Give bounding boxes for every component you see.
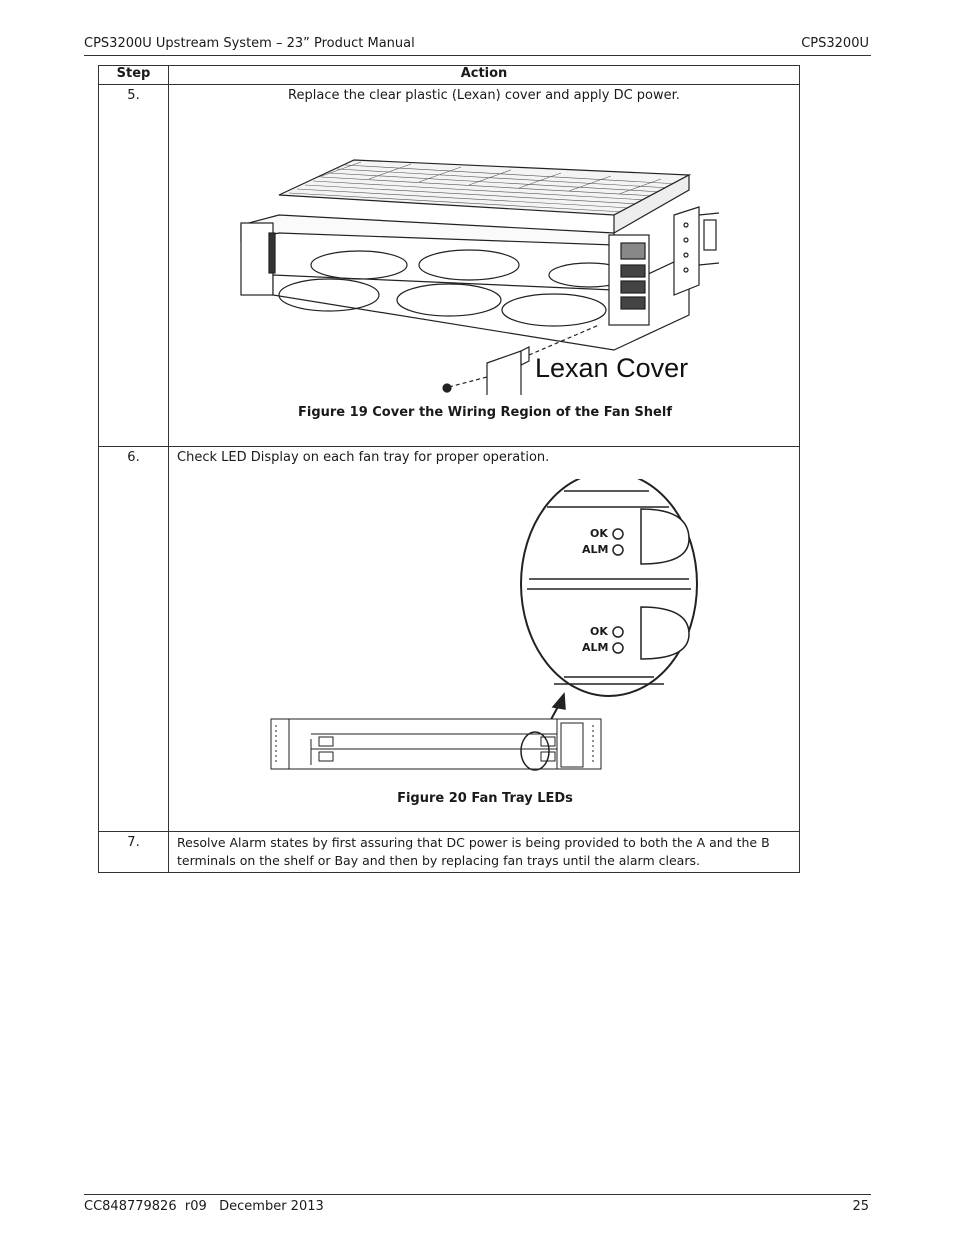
led-alm-label-2: ALM <box>582 641 609 654</box>
page-header <box>84 35 871 56</box>
page-number: 25 <box>852 1199 869 1214</box>
step-number: 7. <box>127 835 140 850</box>
table-header-row <box>99 66 800 85</box>
lexan-cover-label: Lexan Cover <box>535 353 689 383</box>
figure-20-caption: Figure 20 Fan Tray LEDs <box>397 791 573 806</box>
table-row <box>99 447 800 832</box>
table-row <box>99 832 800 873</box>
step-number: 5. <box>127 88 140 103</box>
led-alm-label-1: ALM <box>582 543 609 556</box>
figure-19-caption: Figure 19 Cover the Wiring Region of the Fan Shelf <box>298 405 672 420</box>
header-title: CPS3200U Upstream System – 23” Product Manual <box>84 36 415 51</box>
column-header-step: Step <box>99 66 169 85</box>
led-ok-label-2: OK <box>590 625 608 638</box>
page-footer <box>84 1194 871 1217</box>
procedure-table <box>98 65 800 873</box>
column-header-action: Action <box>169 66 800 85</box>
step-action-text: Replace the clear plastic (Lexan) cover and apply DC power. <box>288 88 680 103</box>
step-number: 6. <box>127 450 140 465</box>
footer-doc-id: CC848779826 r09 December 2013 <box>84 1199 324 1214</box>
table-row <box>99 85 800 447</box>
step-action-text: Resolve Alarm states by first assuring that DC power is being provided to both the A and the B terminals on the shelf or Bay and then by replacing fan trays until the alarm clears. <box>177 835 770 868</box>
fan-tray-led-figure <box>169 479 801 779</box>
header-product: CPS3200U <box>801 36 869 51</box>
fan-shelf-figure <box>169 115 801 395</box>
led-ok-label-1: OK <box>590 527 608 540</box>
step-action-text: Check LED Display on each fan tray for proper operation. <box>177 450 550 465</box>
